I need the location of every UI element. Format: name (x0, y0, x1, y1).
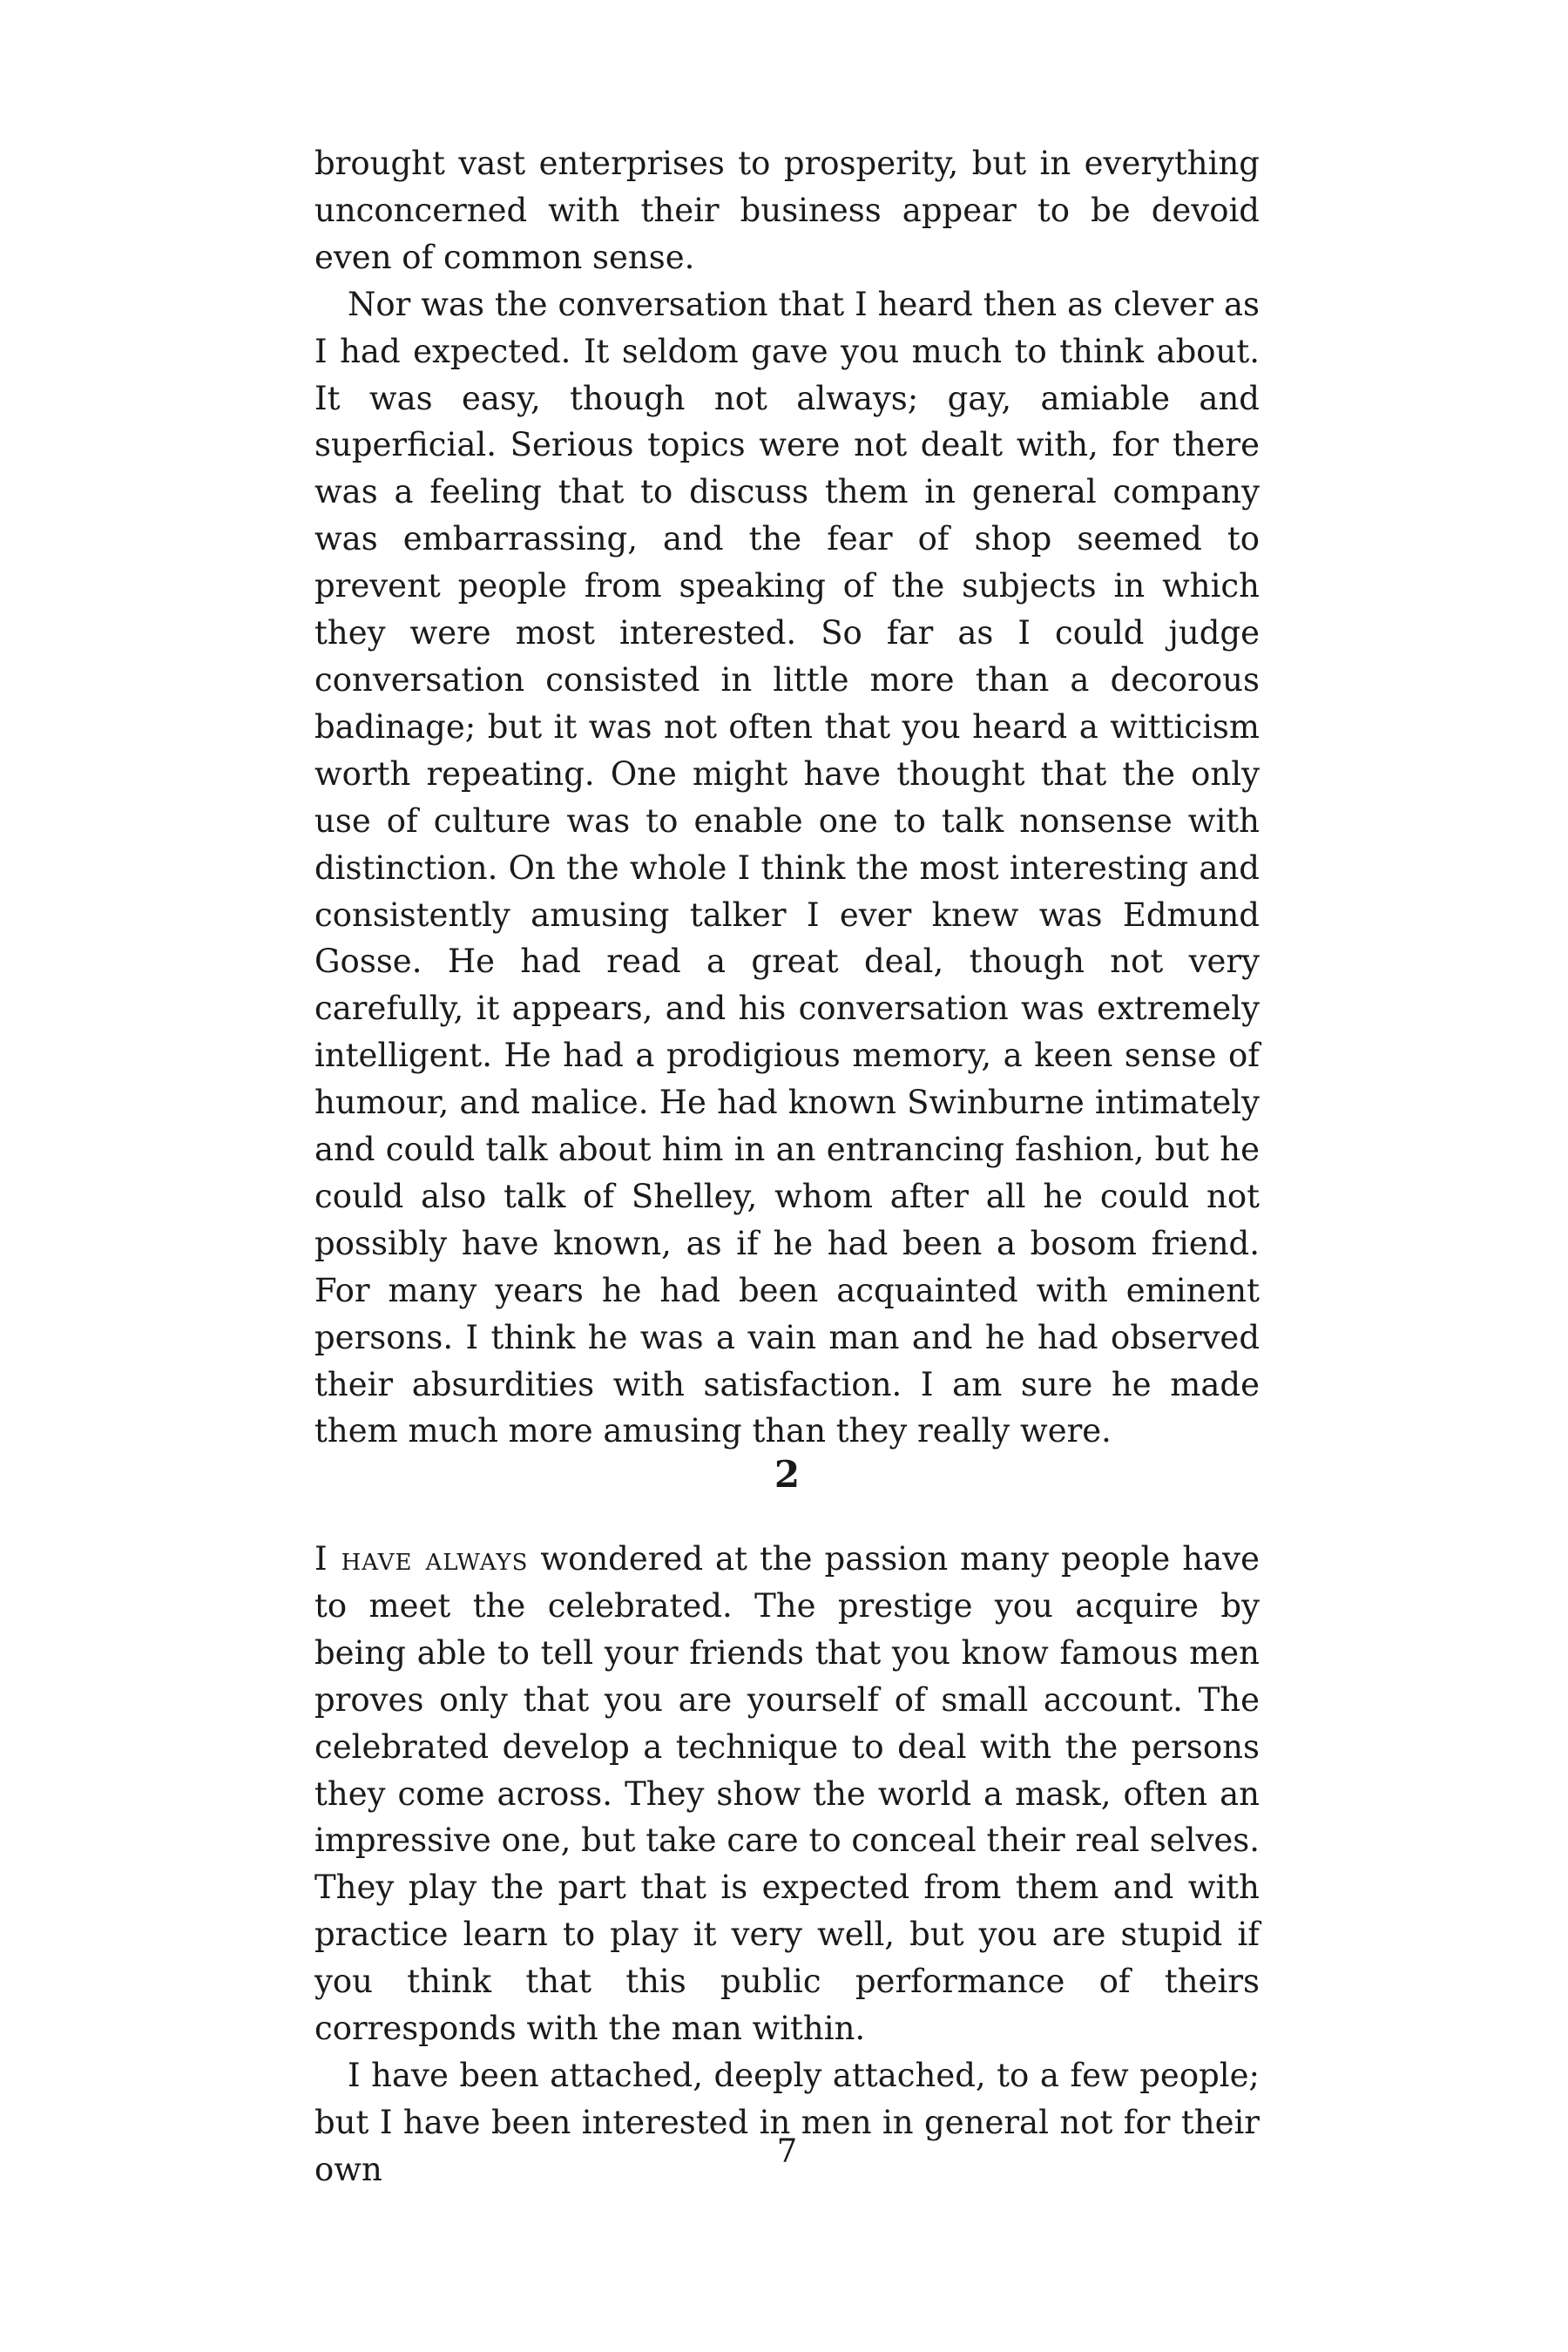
section-number: 2 (774, 1453, 801, 1496)
text-block-lower (314, 1536, 1260, 2193)
paragraph-attached: I have been attached, deeply attached, to a few people; but I have been interested in men in general not for their own (314, 2056, 1260, 2188)
paragraph-celebrated-body: wondered at the passion many people have to meet the celebrated. The prestige you acquire by being able to tell your friends that you know famous men proves only that you are yourself of small account. The celebrated develop a technique to deal with the persons they come across. They show the world a mask, often an impressive one, but take care to conceal their real selves. They play the part that is expected from them and with practice learn to play it very well, but you are stupid if you think that this public performance of theirs corresponds with the man within. (314, 1540, 1260, 2048)
paragraph-conversation: Nor was the conversation that I heard then as clever as I had expected. It seldom gave you much to think about. It was easy, though not always; gay, amiable and superficial. Serious topics were not dealt with, for there was a feeling that to discuss them in general company was embarrassing, and the fear of shop seemed to prevent people from speaking of the subjects in which they were most interested. So far as I could judge conversation consisted in little more than a decorous badinage; but it was not often that you heard a witticism worth repeating. One might have thought that the only use of culture was to enable one to talk nonsense with distinction. On the whole I think the most interesting and consistently amusing talker I ever knew was Edmund Gosse. He had read a great deal, though not very carefully, it appears, and his conversation was extremely intelligent. He had a prodigious memory, a keen sense of humour, and malice. He had known Swinburne intimately and could talk about him in an entrancing fashion, but he could also talk of Shelley, whom after all he could not possibly have known, as if he had been a bosom friend. For many years he had been acquainted with eminent persons. I think he was a vain man and he had observed their absurdities with satisfaction. I am sure he made them much more amusing than they really were. (314, 285, 1260, 1450)
text-block-upper (314, 140, 1260, 1455)
page-number: 7 (776, 2132, 798, 2170)
paragraph-celebrated (314, 1536, 1260, 2052)
paragraph-lead-smallcaps: I have always (314, 1540, 529, 1578)
paragraph-continuation: brought vast enterprises to prosperity, but in everything unconcerned with their business appear to be devoid even of common sense. (314, 145, 1260, 276)
